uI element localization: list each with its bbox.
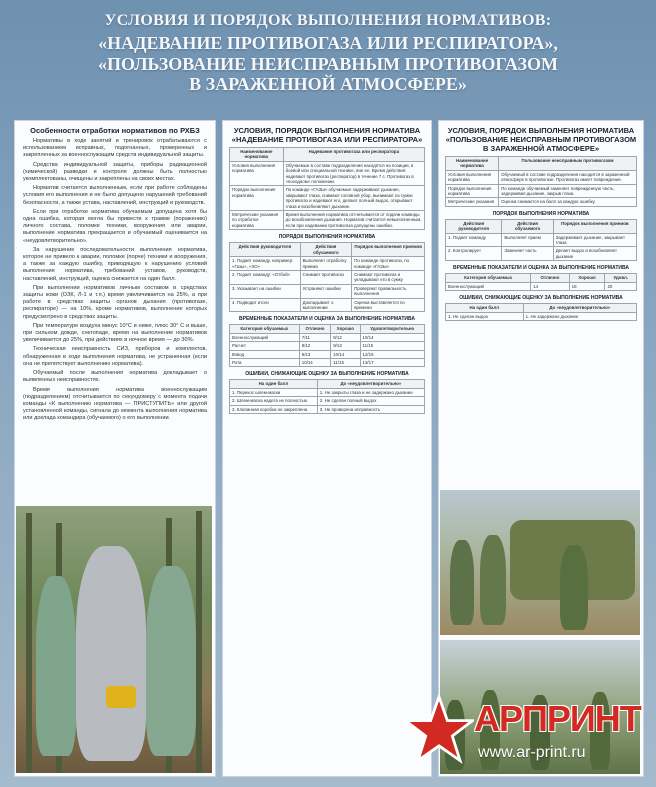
order-title: ПОРЯДОК ВЫПОЛНЕНИЯ НОРМАТИВА: [278, 234, 376, 241]
table-header: Отлично: [531, 274, 569, 282]
table-cell: По команде «ГАЗЫ» обучаемые задерживают дыхание, закрывают глаза, снимают головной убор, вынимают из сумки противогаз и надевают его, делают полный выдох, открывают глаза и возобновляют дыхание.: [283, 186, 424, 211]
paragraph: При выполнении нормативов личным составом в средствах защиты кожи (ОЗК, Л-1 и т.п.) время увеличивается на 25%, а при работе в средствах защиты органов дыхания (противогазе, респираторе) — на 10%, кроме нормативов, выполнение которых предусмотрено в средствах защиты.: [23, 284, 207, 320]
left-panel-paragraphs: [15, 138, 215, 423]
table-header: Действия руководителя: [446, 219, 502, 233]
table-row: [230, 342, 425, 350]
conditions-table: [229, 147, 425, 230]
table-cell: 3. Указывает на ошибки: [230, 284, 301, 298]
table-cell: По команде обучаемый заменяет поврежденную часть, задерживая дыхание, закрыв глаза.: [499, 184, 637, 198]
middle-panel-title: УСЛОВИЯ, ПОРЯДОК ВЫПОЛНЕНИЯ НОРМАТИВА «НАДЕВАНИЕ ПРОТИВОГАЗА ИЛИ РЕСПИРАТОРА»: [231, 126, 423, 144]
table-cell: Заменяет часть: [502, 247, 553, 261]
table-cell: Задерживает дыхание, закрывает глаза: [553, 233, 636, 247]
paragraph: Если при отработке норматива обучаемым допущена хотя бы одна ошибка, которая могла бы привести к травме (поражению) личного состава, поломке техники, вооружения или аварии, выполнение норматива прекращается и обучаемый оценивается на «неудовлетворительно».: [23, 208, 207, 244]
table-cell: Метрические указания по отработке норматива: [230, 211, 284, 230]
table-header: Отлично: [299, 325, 330, 333]
table-header: Порядок выполнения приемов: [553, 219, 636, 233]
paragraph: Время выполнения норматива военнослужащим (подразделением) отсчитывается по секундомеру с момента подачи команды «К выполнению норматива — ПРИСТУПИТЬ» или другой установленной команды, сигнала до момента выполнения норматива или доклада командира (обучаемого) о его выполнении.: [23, 386, 207, 422]
table-cell: Военнослужащий: [446, 282, 531, 290]
table-cell: 9/13: [299, 350, 330, 358]
table-cell: 1. Не задержано дыхание: [523, 312, 636, 320]
arprint-logo: [404, 690, 644, 780]
table-header: На один балл: [446, 304, 524, 312]
table-row: [446, 312, 637, 320]
errors-title: ОШИБКИ, СНИЖАЮЩИЕ ОЦЕНКУ ЗА ВЫПОЛНЕНИЕ НОРМАТИВА: [245, 371, 409, 378]
table-cell: Выполняет отработку приема: [300, 257, 352, 271]
table-cell: Взвод: [230, 350, 300, 358]
table-cell: 1. Не закрыты глаза и не задержано дыхание: [317, 388, 424, 396]
errors-title: ОШИБКИ, СНИЖАЮЩИЕ ОЦЕНКУ ЗА ВЫПОЛНЕНИЕ НОРМАТИВА: [459, 295, 623, 302]
table-header: Категория обучаемых: [230, 325, 300, 333]
table-cell: 2. Не сделан полный выдох: [317, 397, 424, 405]
header-line-1: УСЛОВИЯ И ПОРЯДОК ВЫПОЛНЕНИЯ НОРМАТИВОВ:: [104, 12, 552, 29]
table-header: На один балл: [230, 380, 318, 388]
brand-name: АРПРИНТ: [474, 698, 641, 739]
table-cell: Снимает противогаз: [300, 270, 352, 284]
table-cell: 2. Контролирует: [446, 247, 502, 261]
table-cell: Условия выполнения норматива: [446, 170, 499, 184]
table-cell: 1. Подает команду, например: «Газы», «ХО»: [230, 257, 301, 271]
table-cell: Время выполнения норматива отсчитывается от подачи команды до возобновления дыхания. Норматив считается невыполненным, если при надевании противогаза допущены ошибки.: [283, 211, 424, 230]
table-cell: Обучаемый в составе подразделения находится в зараженной атмосфере в противогазе. Противогаз имеет повреждение.: [499, 170, 637, 184]
table-cell: 10/14: [331, 350, 360, 358]
paragraph: При температуре воздуха минус 10°С и ниже, плюс 30° С и выше, при сильном дожде, снегопаде, время на выполнение нормативов увеличивается до 25%, при действиях в ночное время — до 30%.: [23, 322, 207, 344]
paragraph: Обучаемый после выполнения норматива докладывает о выявленных неисправностях.: [23, 370, 207, 384]
table-cell: Расчет: [230, 342, 300, 350]
table-cell: 20: [605, 282, 637, 290]
table-row: [230, 333, 425, 341]
table-cell: 8/12: [331, 333, 360, 341]
table-header: До «неудовлетворительно»: [317, 380, 424, 388]
table-cell: Устраняют ошибки: [300, 284, 352, 298]
table-cell: Метрические указания: [446, 198, 499, 206]
photo-soldiers-in-protective-suits: [16, 506, 212, 773]
eval-table: [445, 273, 637, 291]
table-cell: Проверяют правильность выполнения: [352, 284, 425, 298]
table-cell: Снимают противогаз и укладывают его в сумку: [352, 270, 425, 284]
table-cell: 14: [531, 282, 569, 290]
photo-soldiers-near-apc: [440, 490, 640, 635]
table-cell: 7/11: [299, 333, 330, 341]
paragraph: Норматив считается выполненным, если при работе соблюдены условия его выполнения и не было допущено нарушений требований безопасности, а также устава, наставлений, инструкций и руководств.: [23, 185, 207, 206]
table-header: Категория обучаемых: [446, 274, 531, 282]
eval-title: ВРЕМЕННЫЕ ПОКАЗАТЕЛИ И ОЦЕНКА ЗА ВЫПОЛНЕНИЕ НОРМАТИВА: [453, 265, 629, 272]
table-header: Удовлетворительно: [360, 325, 424, 333]
table-header: Действия обучаемого: [300, 243, 352, 257]
table-cell: Оценка снижается на балл за каждую ошибку.: [499, 198, 637, 206]
table-row: [446, 233, 637, 247]
table-cell: 4. Подводит итоги: [230, 298, 301, 312]
table-cell: 3. Клапанная коробка не закреплена: [230, 405, 318, 413]
order-table: [445, 219, 637, 261]
table-row: [446, 282, 637, 290]
table-cell: 11/15: [360, 342, 424, 350]
table-header: Надевание противогаза или респиратора: [283, 148, 424, 162]
table-cell: 8/12: [299, 342, 330, 350]
paragraph: Средства индивидуальной защиты, приборы радиационной (химической) разведки и контроля должны быть полностью укомплектованы, очищены и закреплены на своих местах.: [23, 161, 207, 183]
right-panel-title: УСЛОВИЯ, ПОРЯДОК ВЫПОЛНЕНИЯ НОРМАТИВА «ПОЛЬЗОВАНИЕ НЕИСПРАВНЫМ ПРОТИВОГАЗОМ В ЗАРАЖЕННОЙ АТМОСФЕРЕ»: [445, 126, 637, 153]
table-row: [230, 358, 425, 366]
table-header: Действия обучаемого: [502, 219, 553, 233]
table-row: [230, 397, 425, 405]
table-cell: Выполняет прием: [502, 233, 553, 247]
table-cell: 10/14: [299, 358, 330, 366]
table-cell: 1. Подает команду: [446, 233, 502, 247]
table-row: [230, 211, 425, 230]
table-header: Хорошо: [331, 325, 360, 333]
table-row: [230, 405, 425, 413]
brand-url: www.ar-print.ru: [478, 744, 586, 761]
red-star-icon: [404, 694, 474, 764]
conditions-table: [445, 156, 637, 207]
table-cell: Условия выполнения норматива: [230, 161, 284, 186]
paragraph: Нормативы в ходе занятий и тренировок отрабатываются с использованием исправных, подогнанных, проверенных и закрепленных за военнослужащим средств индивидуальной защиты.: [23, 138, 207, 159]
table-row: [230, 350, 425, 358]
header-line-4: В ЗАРАЖЕННОЙ АТМОСФЕРЕ»: [189, 74, 467, 94]
table-cell: 3. Не проверена исправность: [317, 405, 424, 413]
table-cell: Рота: [230, 358, 300, 366]
header-line-2: «НАДЕВАНИЕ ПРОТИВОГАЗА ИЛИ РЕСПИРАТОРА»,: [98, 33, 558, 53]
table-cell: 1. Не сделан выдох: [446, 312, 524, 320]
table-cell: 12/16: [360, 350, 424, 358]
paragraph: Техническая неисправность СИЗ, приборов и комплектов, обнаруженная в ходе выполнения норматива, не устраненная (если она не препятствует выполнению норматива).: [23, 346, 207, 367]
table-header: Действия руководителя: [230, 243, 301, 257]
table-header: Наименование норматива: [446, 157, 499, 171]
table-cell: Порядок выполнения норматива: [230, 186, 284, 211]
table-row: [446, 198, 637, 206]
table-cell: 2. Шлем-маска надета не полностью: [230, 397, 318, 405]
table-cell: По команде противогаз, по команде «ГАЗЫ»: [352, 257, 425, 271]
left-panel-title: Особенности отработки нормативов по РХБЗ: [30, 126, 200, 135]
table-cell: 2. Подает команду: «Отбой»: [230, 270, 301, 284]
header-line-3: «ПОЛЬЗОВАНИЕ НЕИСПРАВНЫМ ПРОТИВОГАЗОМ: [98, 54, 558, 74]
table-row: [230, 388, 425, 396]
table-row: [230, 284, 425, 298]
order-title: ПОРЯДОК ВЫПОЛНЕНИЯ НОРМАТИВА: [492, 210, 590, 217]
table-header: Порядок выполнения приемов: [352, 243, 425, 257]
table-cell: Военнослужащий: [230, 333, 300, 341]
table-row: [446, 184, 637, 198]
table-header: До «неудовлетворительно»: [523, 304, 636, 312]
table-header: Хорошо: [569, 274, 605, 282]
table-header: Пользование неисправным противогазом: [499, 157, 637, 171]
table-row: [230, 270, 425, 284]
table-cell: Обучаемые в составе подразделения находятся на позиции, в боевой или специальной технике, вне ее. Время действия: надевают противогаз (респиратор) в течение 7 с. Противогаз в «походном» положении.: [283, 161, 424, 186]
eval-title: ВРЕМЕННЫЕ ПОКАЗАТЕЛИ И ОЦЕНКА ЗА ВЫПОЛНЕНИЕ НОРМАТИВА: [239, 316, 415, 323]
table-row: [230, 186, 425, 211]
table-row: [446, 170, 637, 184]
middle-panel: [222, 120, 432, 777]
table-row: [230, 257, 425, 271]
errors-table: [229, 379, 425, 414]
table-row: [446, 247, 637, 261]
order-table: [229, 242, 425, 312]
table-cell: Оценка выставляется по времени: [352, 298, 425, 312]
table-cell: Докладывает о выполнении: [300, 298, 352, 312]
errors-table: [445, 303, 637, 321]
table-header: Наименование норматива: [230, 148, 284, 162]
table-cell: 18: [569, 282, 605, 290]
table-cell: 13/17: [360, 358, 424, 366]
table-cell: Порядок выполнения норматива: [446, 184, 499, 198]
table-cell: 11/15: [331, 358, 360, 366]
table-cell: 1. Перекос шлем-маски: [230, 388, 318, 396]
table-header: Удовл.: [605, 274, 637, 282]
table-row: [230, 298, 425, 312]
table-row: [230, 161, 425, 186]
eval-table: [229, 324, 425, 367]
poster-header: [0, 10, 656, 94]
table-cell: Делает выдох и возобновляет дыхание: [553, 247, 636, 261]
paragraph: За нарушение последовательности выполнения норматива, которое не привело к аварии, поломке (порче) техники и вооружения, а также за каждую ошибку, приводящую к нарушению условий выполнения норматива, требований уставов, руководств, наставлений, инструкций, оценка снижается на один балл.: [23, 246, 207, 282]
table-cell: 9/13: [331, 342, 360, 350]
table-cell: 10/14: [360, 333, 424, 341]
